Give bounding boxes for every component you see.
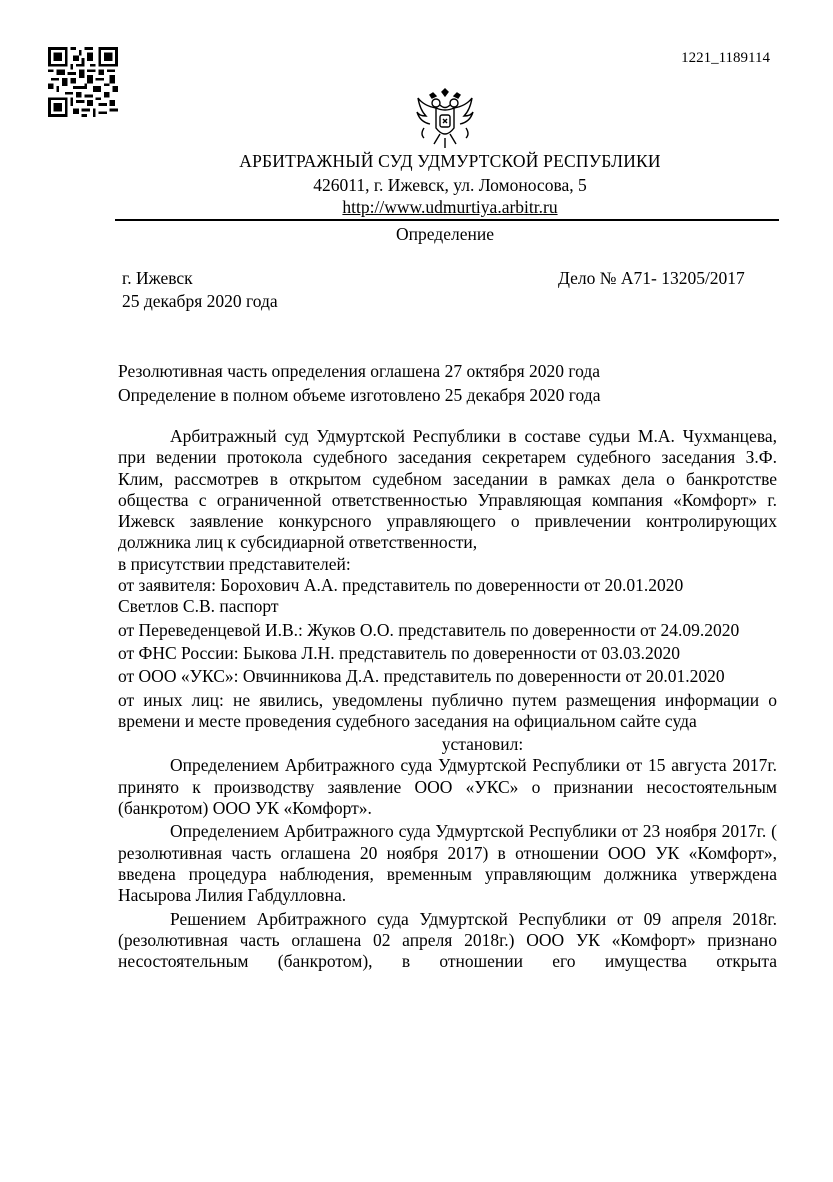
case-number: Дело № А71- 13205/2017 xyxy=(558,268,745,288)
fns-line: от ФНС России: Быкова Л.Н. представитель по доверенности от 03.03.2020 xyxy=(118,642,681,663)
resolution-full-text-date: Определение в полном объеме изготовлено 25 декабря 2020 года xyxy=(118,385,601,405)
resolution-block xyxy=(118,359,600,407)
svetlov-line: Светлов С.В. паспорт xyxy=(118,596,279,617)
document-number: 1221_1189114 xyxy=(681,50,770,66)
presence-line: в присутствии представителей: xyxy=(118,553,351,574)
perevedentseva-line: от Переведенцевой И.В.: Жуков О.О. представитель по доверенности от 24.09.2020 xyxy=(118,619,740,640)
document-city: г. Ижевск xyxy=(122,268,193,288)
court-address: 426011, г. Ижевск, ул. Ломоносова, 5 xyxy=(313,175,587,195)
paragraph-1: Определением Арбитражного суда Удмуртской Республики от 15 августа 2017г. принято к производству заявление ООО «УКС» о признании несостоятельным (банкротом) ООО УК «Комфорт». xyxy=(118,755,777,819)
qr-code-icon xyxy=(48,47,118,117)
paragraph-2: Определением Арбитражного суда Удмуртской Республики от 23 ноября 2017г. ( резолютивная часть оглашена 20 ноября 2017) в отношении ООО УК «Комфорт», введена процедура наблюдения, временным управляющим должника утверждена Насырова Лилия Габдулловна. xyxy=(118,821,777,906)
header-divider xyxy=(115,219,779,221)
uks-line: от ООО «УКС»: Овчинникова Д.А. представитель по доверенности от 20.01.2020 xyxy=(118,666,725,687)
applicant-line: от заявителя: Борохович А.А. представитель по доверенности от 20.01.2020 xyxy=(118,575,684,596)
court-website-link[interactable]: http://www.udmurtiya.arbitr.ru xyxy=(342,197,558,217)
document-date: 25 декабря 2020 года xyxy=(122,291,278,311)
coat-of-arms-icon xyxy=(414,88,476,150)
others-line: от иных лиц: не явились, уведомлены публично путем размещения информации о времени и месте проведения судебного заседания на официальном сайте суда xyxy=(118,689,777,731)
established-heading: установил: xyxy=(441,734,524,755)
court-name: АРБИТРАЖНЫЙ СУД УДМУРТСКОЙ РЕСПУБЛИКИ xyxy=(239,151,661,171)
paragraph-3: Решением Арбитражного суда Удмуртской Республики от 09 апреля 2018г. (резолютивная часть оглашена 02 апреля 2018г.) ООО УК «Комфорт» признано несостоятельным (банкротом), в отношении его имущества открыта xyxy=(118,908,777,972)
court-website-row xyxy=(0,196,833,218)
resolution-announced: Резолютивная часть определения оглашена 27 октября 2020 года xyxy=(118,361,601,381)
intro-paragraph: Арбитражный суд Удмуртской Республики в составе судьи М.А. Чухманцева, при ведении протокола судебного заседания секретарем судебного заседания З.Ф. Клим, рассмотрев в открытом судебном заседании в рамках дела о банкротстве общества с ограниченной ответственностью Управляющая компания «Комфорт» г. Ижевск заявление конкурсного управляющего о привлечении контролирующих должника лиц к субсидиарной ответственности, xyxy=(118,426,777,553)
document-body xyxy=(118,426,777,994)
document-type: Определение xyxy=(396,224,494,244)
